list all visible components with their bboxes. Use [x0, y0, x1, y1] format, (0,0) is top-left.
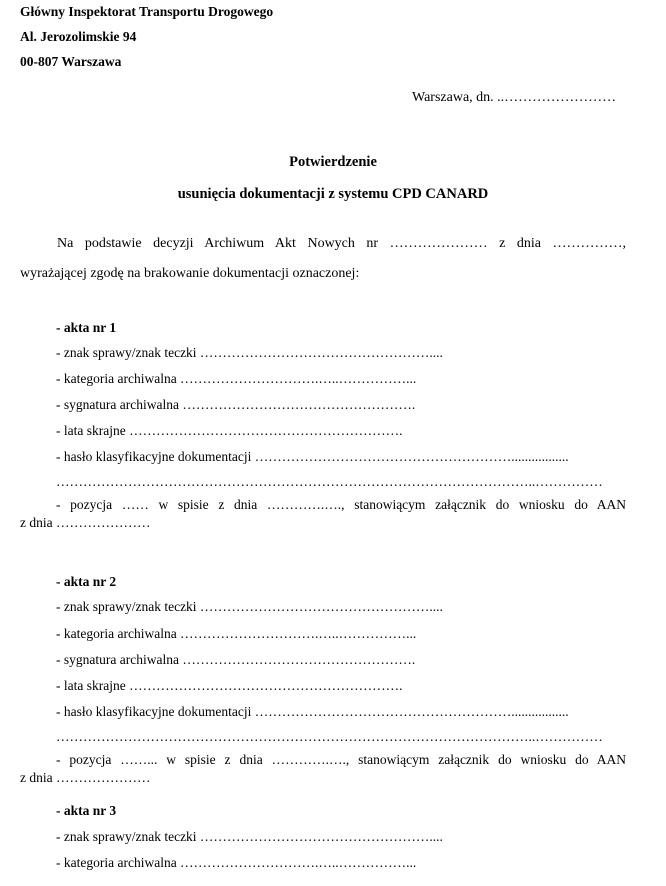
akta-3-heading: - akta nr 3: [56, 803, 117, 818]
akta-1-sygnatura-field: - sygnatura archiwalna …………………………………………….: [56, 397, 416, 412]
akta-2-dotted-line: ……………………………………………………………………………………………..……………: [56, 729, 603, 744]
akta-2-haslo-field: - hasło klasyfikacyjne dokumentacji ………………………………………………….................: [56, 704, 569, 719]
akta-3-kategoria-field: - kategoria archiwalna ………………………….…..……………...: [56, 855, 417, 870]
document-subtitle: usunięcia dokumentacji z systemu CPD CANARD: [177, 186, 489, 202]
org-city: 00-807 Warszawa: [20, 54, 122, 69]
akta-2-znak-field: - znak sprawy/znak teczki ……………………………………………....: [56, 599, 443, 614]
akta-2-pozycja-line: - pozycja ……... w spisie z dnia ………….…., stanowiącym załącznik do wniosku do AAN: [56, 752, 626, 767]
intro-paragraph-line1: Na podstawie decyzji Archiwum Akt Nowych nr ………………… z dnia ……………,: [57, 236, 626, 251]
akta-1-heading: - akta nr 1: [56, 320, 117, 335]
akta-3-znak-field: - znak sprawy/znak teczki ……………………………………………....: [56, 829, 443, 844]
akta-2-zdnia-line: z dnia …………………: [20, 770, 151, 785]
akta-1-kategoria-field: - kategoria archiwalna ………………………….…..……………...: [56, 371, 417, 386]
akta-1-znak-field: - znak sprawy/znak teczki ……………………………………………....: [56, 345, 443, 360]
akta-1-pozycja-line: - pozycja …… w spisie z dnia ………….…., stanowiącym załącznik do wniosku do AAN: [56, 497, 626, 512]
date-line: Warszawa, dn. ..……………………: [412, 90, 617, 105]
akta-1-dotted-line: ……………………………………………………………………………………………..……………: [56, 474, 603, 489]
akta-2-sygnatura-field: - sygnatura archiwalna …………………………………………….: [56, 652, 416, 667]
akta-2-lata-field: - lata skrajne …………………………………………………….: [56, 678, 403, 693]
document-title: Potwierdzenie: [289, 154, 377, 170]
akta-1-lata-field: - lata skrajne …………………………………………………….: [56, 423, 403, 438]
akta-2-heading: - akta nr 2: [56, 574, 117, 589]
intro-paragraph-line2: wyrażającej zgodę na brakowanie dokumentacji oznaczonej:: [20, 266, 360, 281]
akta-2-kategoria-field: - kategoria archiwalna ………………………….…..……………...: [56, 626, 417, 641]
org-name: Główny Inspektorat Transportu Drogowego: [20, 4, 274, 19]
akta-1-haslo-field: - hasło klasyfikacyjne dokumentacji ………………………………………………….................: [56, 449, 569, 464]
akta-1-zdnia-line: z dnia …………………: [20, 515, 151, 530]
org-address: Al. Jerozolimskie 94: [20, 29, 137, 44]
